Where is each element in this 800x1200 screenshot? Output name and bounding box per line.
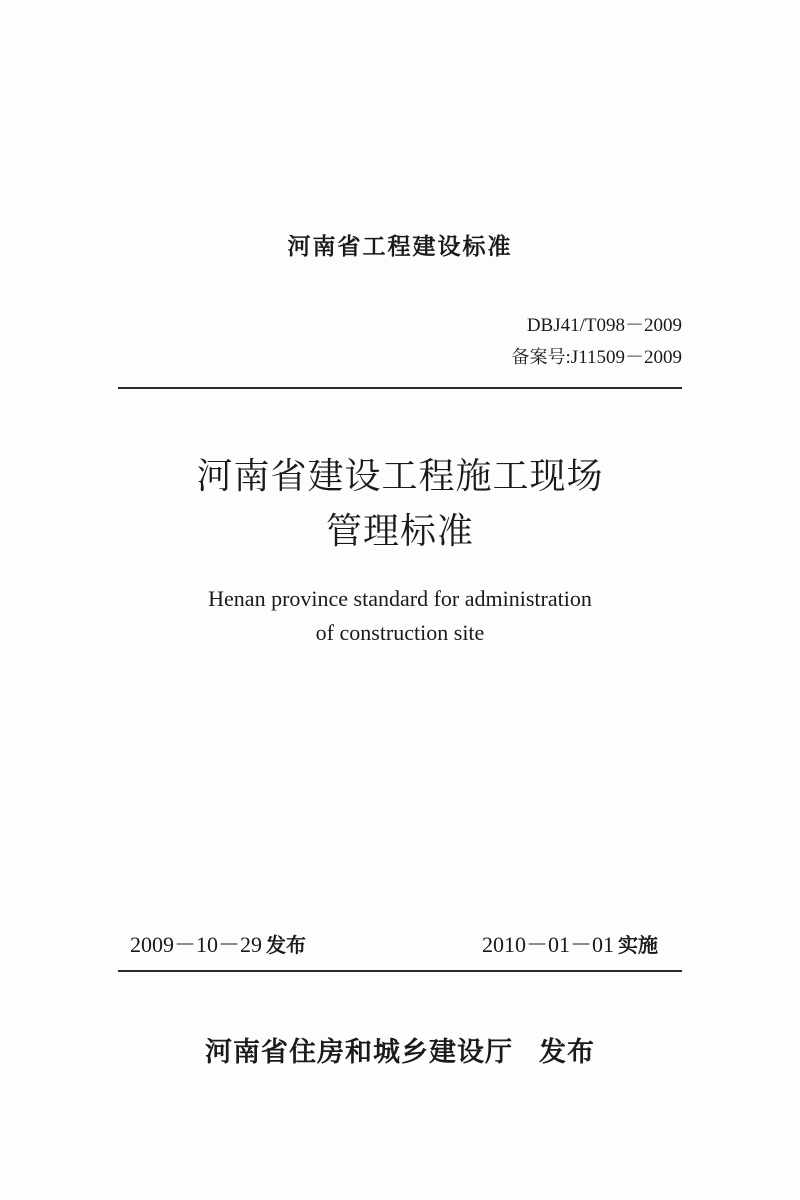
effective-date: 2010－01－01 <box>481 932 614 957</box>
standard-codes <box>512 310 682 374</box>
effective-label: 实施 <box>618 933 658 957</box>
bottom-divider <box>118 970 682 972</box>
record-number-line <box>512 342 682 374</box>
effective-date-block <box>482 928 658 959</box>
issue-date: 2009－10－29 <box>130 932 263 957</box>
english-title-line-2: of construction site <box>315 620 485 645</box>
issue-label: 发布 <box>266 933 307 957</box>
title-line-1: 河南省建设工程施工现场 <box>196 456 604 497</box>
standard-category: 河南省工程建设标准 <box>287 234 513 260</box>
publisher-name: 河南省住房和城乡建设厅 <box>205 1037 513 1068</box>
standard-number: DBJ41/T098－2009 <box>526 315 682 336</box>
publisher-line <box>0 1030 800 1069</box>
issue-date-block <box>130 928 306 959</box>
record-number: :J11509－2009 <box>565 347 682 368</box>
publisher-action: 发布 <box>539 1037 595 1068</box>
title-line-2: 管理标准 <box>325 511 474 552</box>
english-title-line-1: Henan province standard for administration <box>208 586 592 611</box>
record-label: 备案号 <box>511 347 566 368</box>
top-divider <box>118 387 682 389</box>
